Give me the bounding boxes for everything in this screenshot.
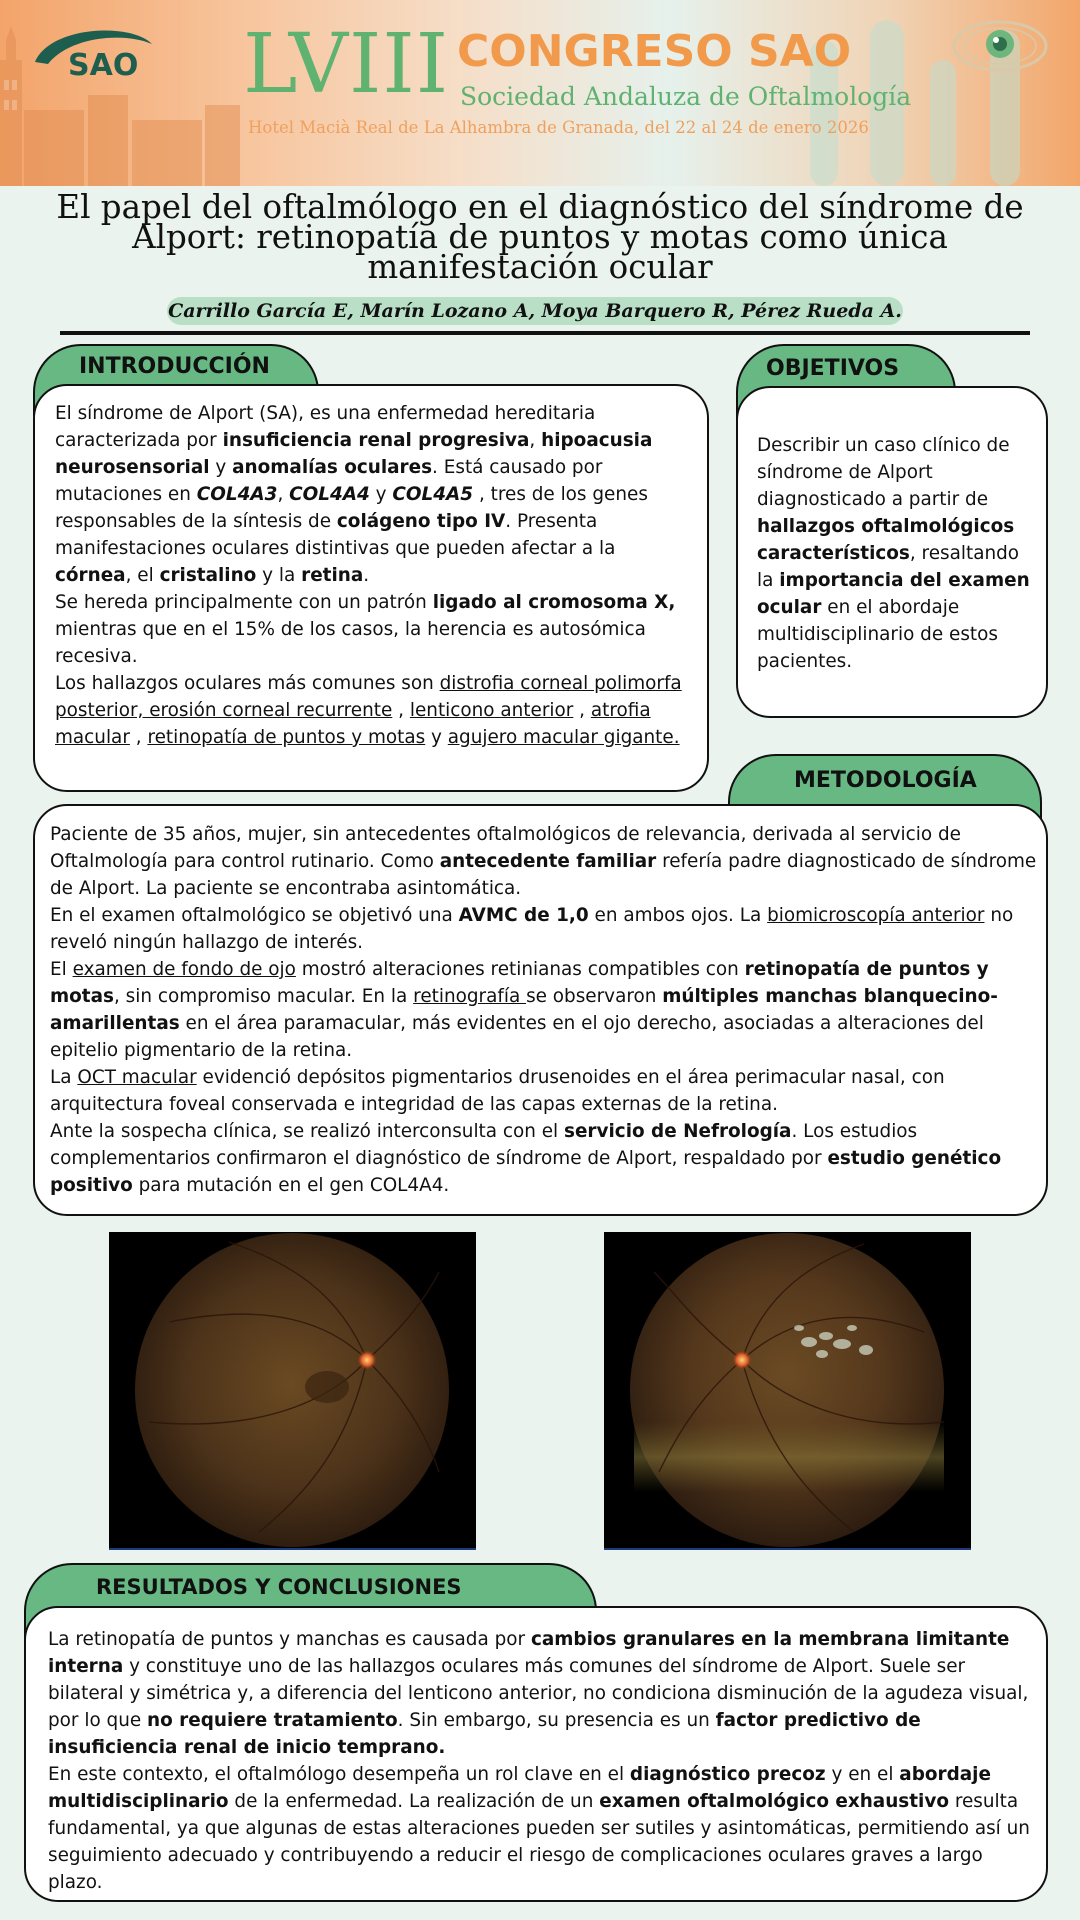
- resultados-heading: RESULTADOS Y CONCLUSIONES: [24, 1563, 597, 1639]
- resultados-paragraph-1: La retinopatía de puntos y manchas es causada por cambios granulares en la membrana limitante interna y constituye uno de las hallazgos oculares más comunes del síndrome de Alport. Suele ser bilateral y simétrica y, a diferencia del lenticono anterior, no condiciona disminución de la agudeza visual, por lo que no requiere tratamiento. Sin embargo, su presencia es un factor predictivo de insuficiencia renal de inicio temprano.: [48, 1629, 1029, 1758]
- metodologia-paragraph-3: El examen de fondo de ojo mostró alteraciones retinianas compatibles con retinopatía de puntos y motas, sin compromiso macular. En la retinografía se observaron múltiples manchas blanquecino-amarillentas en el área paramacular, más evidentes en el ojo derecho, asociadas a alteraciones del epitelio pigmentario de la retina.: [50, 959, 998, 1061]
- logo-text: SAO: [68, 48, 139, 80]
- metodologia-paragraph-5: Ante la sospecha clínica, se realizó interconsulta con el servicio de Nefrología. Los estudios complementarios confirmaron el diagnóstico de síndrome de Alport, respaldado por estudio genético positivo para mutación en el gen COL4A4.: [50, 1121, 1002, 1196]
- objetivos-box: [736, 386, 1048, 718]
- fundus-photo-right: [604, 1232, 971, 1550]
- resultados-paragraph-2: En este contexto, el oftalmólogo desempeña un rol clave en el diagnóstico precoz y en el abordaje multidisciplinario de la enfermedad. La realización de un examen oftalmológico exhaustivo resulta fundamental, ya que algunas de estas alteraciones pueden ser sutiles y asintomáticas, permitiendo así un seguimiento adecuado y contribuyendo a reducir el riesgo de complicaciones oculares graves a largo plazo.: [48, 1764, 1030, 1893]
- fundus-right-icon: [604, 1232, 971, 1548]
- objetivos-text: Describir un caso clínico de síndrome de Alport diagnosticado a partir de hallazgos oftalmológicos característicos, resaltando la importancia del examen ocular en el abordaje multidisciplinario de estos pacientes.: [757, 435, 1030, 672]
- poster-title: El papel del oftalmólogo en el diagnóstico del síndrome de Alport: retinopatía de puntos y motas como única manifestación ocular: [56, 188, 1024, 286]
- introduccion-heading: INTRODUCCIÓN: [33, 344, 319, 416]
- title-divider: [60, 331, 1030, 335]
- introduccion-paragraph-2: Se hereda principalmente con un patrón ligado al cromosoma X, mientras que en el 15% de los casos, la herencia es autosómica recesiva.: [55, 592, 676, 667]
- introduccion-box: [33, 384, 709, 792]
- sao-logo: [30, 20, 160, 80]
- metodologia-paragraph-2: En el examen oftalmológico se objetivó una AVMC de 1,0 en ambos ojos. La biomicroscopía anterior no reveló ningún hallazgo de interés.: [50, 905, 1014, 953]
- resultados-box: [24, 1606, 1048, 1902]
- society-name: Sociedad Andaluza de Oftalmología: [460, 82, 912, 111]
- metodologia-paragraph-4: La OCT macular evidenció depósitos pigmentarios drusenoides en el área perimacular nasal, con arquitectura foveal conservada e integridad de las capas externas de la retina.: [50, 1067, 945, 1115]
- fundus-photo-left: [109, 1232, 476, 1550]
- venue-dates: Hotel Macià Real de La Alhambra de Granada, del 22 al 24 de enero 2026: [248, 118, 869, 137]
- header-banner: [0, 0, 1080, 186]
- congress-edition: LVIII: [243, 17, 450, 112]
- fundus-left-icon: [109, 1232, 476, 1548]
- introduccion-paragraph-3: Los hallazgos oculares más comunes son distrofia corneal polimorfa posterior, erosión corneal recurrente , lenticono anterior , atrofia macular , retinopatía de puntos y motas y agujero macular gigante.: [55, 673, 682, 748]
- eye-icon: [950, 18, 1050, 74]
- metodologia-box: [33, 804, 1048, 1216]
- objetivos-heading: OBJETIVOS: [736, 344, 956, 420]
- congress-name: CONGRESO SAO: [457, 26, 852, 77]
- authors-list: Carrillo García E, Marín Lozano A, Moya Barquero R, Pérez Rueda A.: [167, 297, 903, 325]
- metodologia-heading: METODOLOGÍA: [728, 754, 1042, 834]
- metodologia-paragraph-1: Paciente de 35 años, mujer, sin antecedentes oftalmológicos de relevancia, derivada al servicio de Oftalmología para control rutinario. Como antecedente familiar refería padre diagnosticado de síndrome de Alport. La paciente se encontraba asintomática.: [50, 824, 1037, 899]
- introduccion-paragraph-1: El síndrome de Alport (SA), es una enfermedad hereditaria caracterizada por insuficiencia renal progresiva, hipoacusia neurosensorial y anomalías oculares. Está causado por mutaciones en COL4A3, COL4A4 y COL4A5 , tres de los genes responsables de la síntesis de colágeno tipo IV. Presenta manifestaciones oculares distintivas que pueden afectar a la córnea, el cristalino y la retina.: [55, 403, 653, 586]
